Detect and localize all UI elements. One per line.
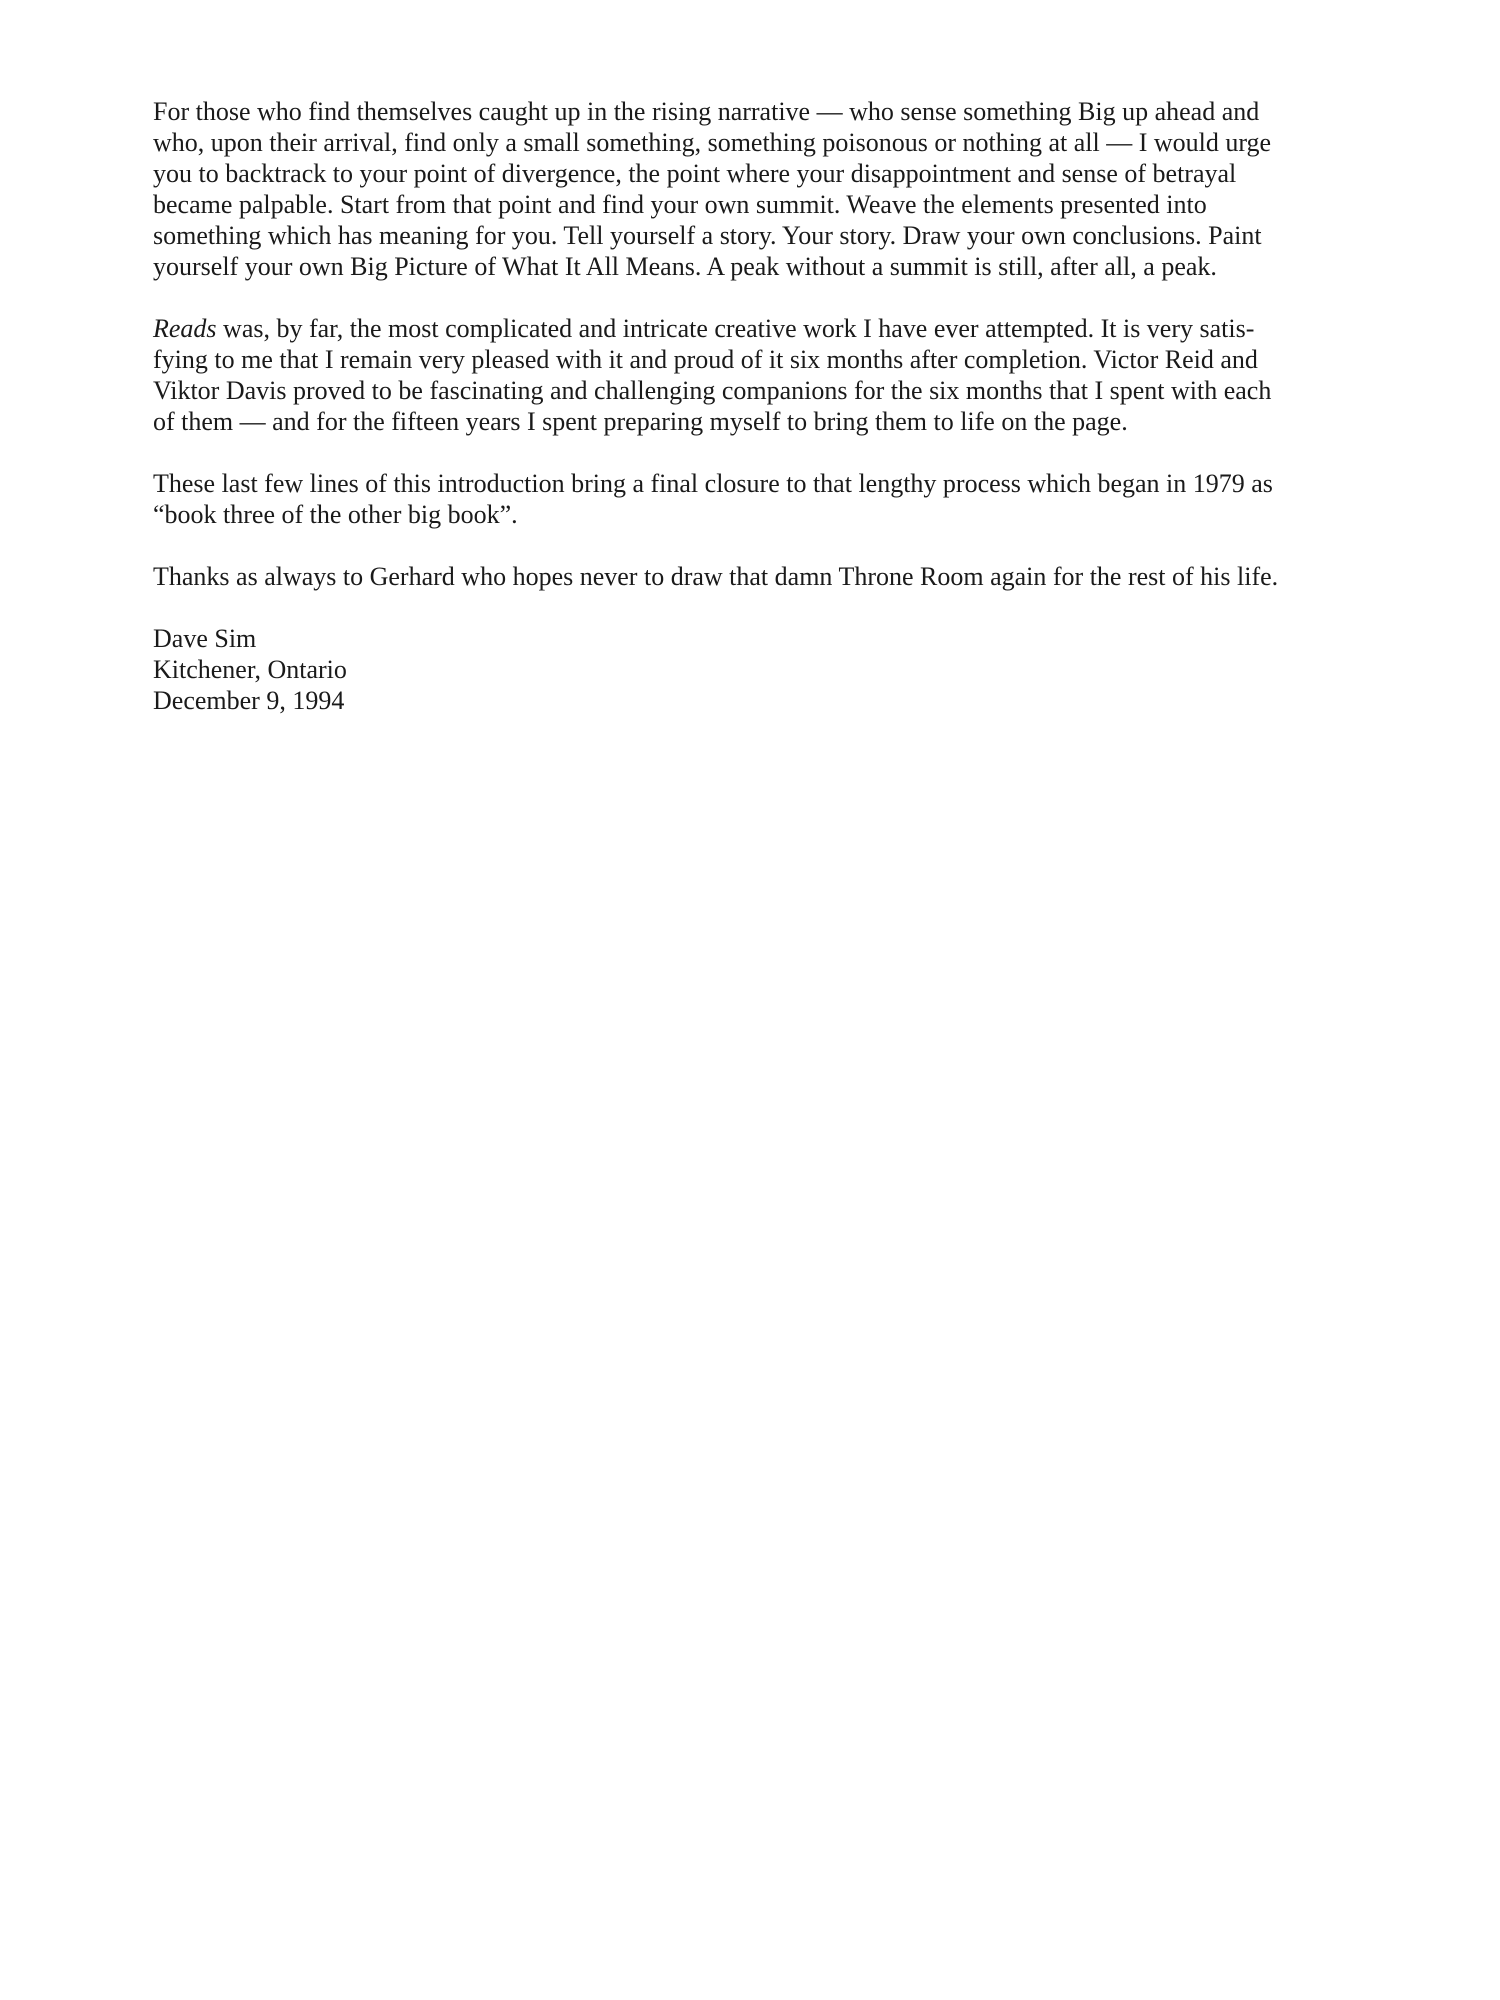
text-line: yourself your own Big Picture of What It All Means. A peak without a summit is still, after all, a peak. xyxy=(153,252,1217,281)
signature-block xyxy=(153,623,1385,716)
text-line: you to backtrack to your point of divergence, the point where your disappointment and sense of betrayal xyxy=(153,159,1237,188)
text-line: who, upon their arrival, find only a small something, something poisonous or nothing at all — I would urge xyxy=(153,128,1272,157)
text-line: Viktor Davis proved to be fascinating and challenging companions for the six months that I spent with each xyxy=(153,376,1272,405)
text-line-rest: was, by far, the most complicated and intricate creative work I have ever attempted. It is very satis- xyxy=(216,314,1255,343)
paragraph-1 xyxy=(153,96,1385,282)
text-line: “book three of the other big book”. xyxy=(153,500,518,529)
text-line: Thanks as always to Gerhard who hopes never to draw that damn Throne Room again for the rest of his life. xyxy=(153,562,1279,591)
text-line xyxy=(153,313,1385,344)
paragraph-2 xyxy=(153,313,1385,437)
text-line: of them — and for the fifteen years I spent preparing myself to bring them to life on the page. xyxy=(153,407,1128,436)
text-line: became palpable. Start from that point and find your own summit. Weave the elements presented into xyxy=(153,190,1207,219)
text-line: For those who find themselves caught up in the rising narrative — who sense something Big up ahead and xyxy=(153,97,1260,126)
signature-date: December 9, 1994 xyxy=(153,686,345,715)
paragraph-3 xyxy=(153,468,1385,530)
author-name: Dave Sim xyxy=(153,624,257,653)
text-line: fying to me that I remain very pleased with it and proud of it six months after completion. Victor Reid and xyxy=(153,345,1258,374)
text-line: something which has meaning for you. Tell yourself a story. Your story. Draw your own conclusions. Paint xyxy=(153,221,1262,250)
text-line: These last few lines of this introduction bring a final closure to that lengthy process which began in 1979 as xyxy=(153,469,1273,498)
book-title: Reads xyxy=(153,314,217,343)
author-location: Kitchener, Ontario xyxy=(153,655,347,684)
document-page xyxy=(153,96,1385,716)
paragraph-4 xyxy=(153,561,1385,592)
